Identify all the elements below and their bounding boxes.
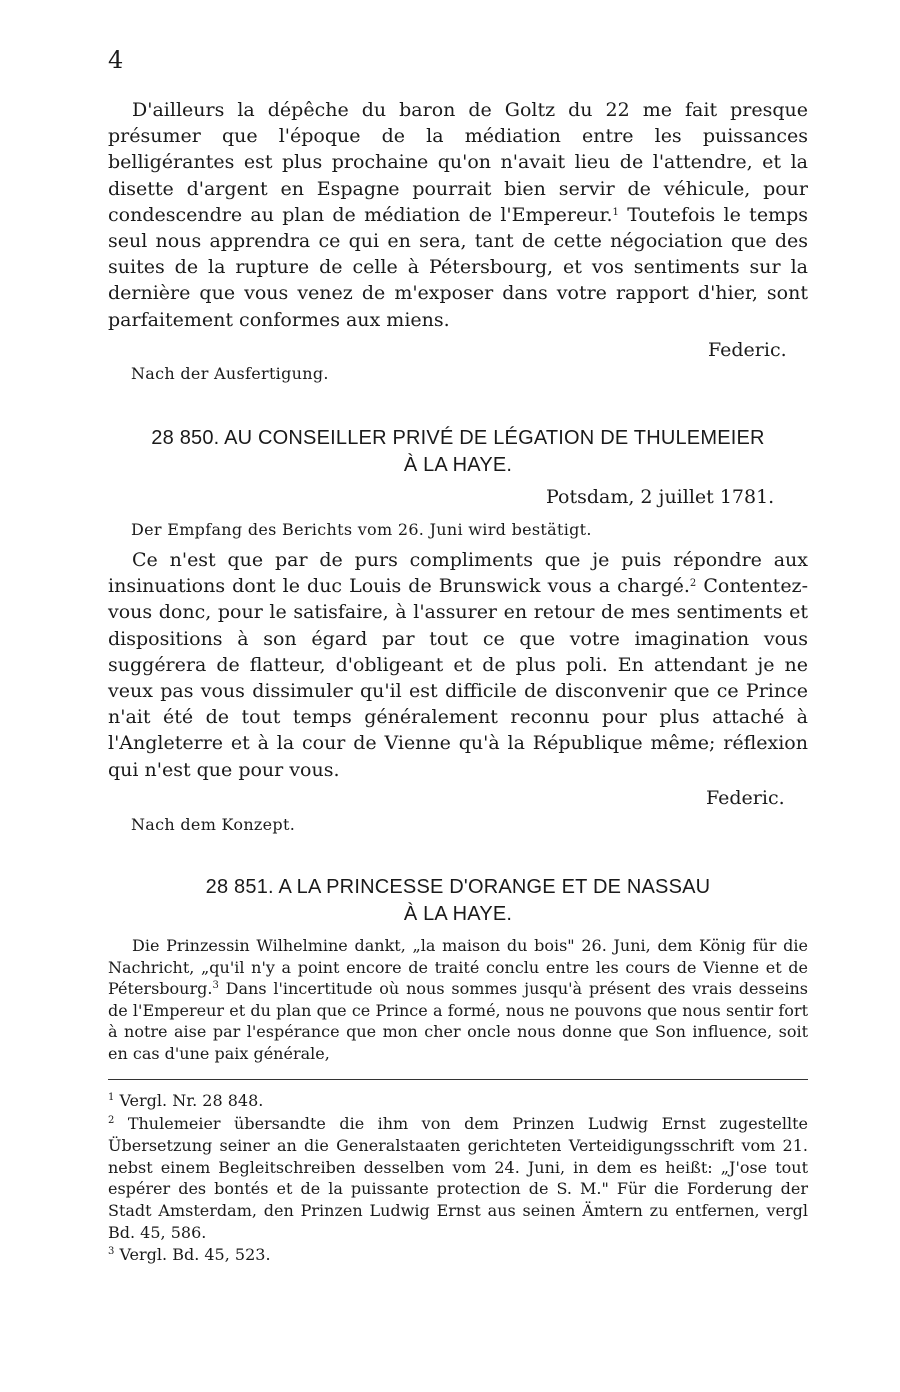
letter-2-text: Ce n'est que par de purs compliments que je puis répondre aux insinuations dont le duc Louis de Brunswick vous a chargé.	[108, 549, 808, 598]
letter-2-heading-line-2: À LA HAYE.	[403, 454, 513, 476]
letter-1-paragraph	[108, 97, 808, 333]
letter-1-text: D'ailleurs la dépêche du baron de Goltz du 22 me fait presque présumer que l'époque de la médiation entre les puissances belligérantes est plus prochaine qu'on n'avait lieu de l'attendre, et la disette d'argent en Espagne pourrait bien servir de véhicule, pour condescendre au plan de médiation de l'Empereur.	[108, 99, 808, 226]
footnote-divider	[108, 1079, 808, 1080]
footnote-1	[108, 1090, 808, 1112]
letter-3-body	[108, 935, 808, 1065]
letter-1-source: Nach der Ausfertigung.	[131, 364, 329, 383]
letter-2-body	[108, 547, 808, 783]
footnote-ref-3: 3	[212, 980, 219, 992]
footnote-ref-1: 1	[612, 206, 619, 218]
letter-2-dateline: Potsdam, 2 juillet 1781.	[546, 486, 775, 508]
letter-3-heading	[108, 874, 808, 928]
letter-2-signature: Federic.	[706, 787, 785, 809]
letter-3-heading-line-1: 28 851. A LA PRINCESSE D'ORANGE ET DE NASSAU	[205, 876, 711, 898]
footnote-3	[108, 1244, 808, 1266]
footnote-1-mark: 1	[108, 1092, 115, 1103]
footnote-3-mark: 3	[108, 1246, 115, 1257]
footnote-3-text: Vergl. Bd. 45, 523.	[119, 1245, 271, 1264]
letter-3-text-cont: Dans l'incertitude où nous sommes jusqu'à présent des vrais desseins de l'Empereur et du plan que ce Prince a formé, nous ne pouvons que nous sentir fort à notre aise par l'espérance que mon cher oncle nous donne que Son influence, soit en cas d'une paix générale,	[108, 979, 808, 1063]
letter-1-body	[108, 97, 808, 333]
letter-2-summary: Der Empfang des Berichts vom 26. Juni wird bestätigt.	[131, 520, 592, 539]
letter-3-paragraph	[108, 935, 808, 1065]
footnote-2	[108, 1113, 808, 1244]
letter-2-text-cont: Contentez-vous donc, pour le satisfaire, à l'assurer en retour de mes sentiments et dispositions à son égard par tout ce que votre imagination vous suggérera de flatteur, d'obligeant et de plus poli. En attendant je ne veux pas vous dissimuler qu'il est difficile de disconvenir que ce Prince n'ait été de tout temps généralement reconnu pour plus attaché à l'Angleterre et à la cour de Vienne qu'à la République même; réflexion qui n'est que pour vous.	[108, 575, 808, 781]
letter-1-signature: Federic.	[708, 339, 787, 361]
letter-2-heading-line-1: 28 850. AU CONSEILLER PRIVÉ DE LÉGATION DE THULEMEIER	[151, 427, 765, 449]
footnote-2-text: Thulemeier übersandte die ihm von dem Prinzen Ludwig Ernst zugestellte Übersetzung seiner an die Generalstaaten gerichteten Verteidigungsschrift vom 21. nebst einem Begleitschreiben desselben vom 24. Juni, in dem es heißt: „J'ose tout espérer des bontés et de la puissante protection de S. M." Für die Forderung der Stadt Amsterdam, den Prinzen Ludwig Ernst aus seinen Ämtern zu entfernen, vergl Bd. 45, 586.	[108, 1114, 808, 1242]
footnote-ref-2: 2	[689, 578, 697, 590]
page-number: 4	[108, 46, 124, 74]
footnote-1-text: Vergl. Nr. 28 848.	[119, 1091, 264, 1110]
letter-2-source: Nach dem Konzept.	[131, 815, 296, 834]
letter-3-text: Die Prinzessin Wilhelmine dankt, „la maison du bois" 26. Juni, dem König für die Nachricht, „qu'il n'y a point encore de traité conclu entre les cours de Vienne et de Pétersbourg.	[108, 936, 808, 999]
letter-3-heading-line-2: À LA HAYE.	[403, 903, 513, 925]
letter-2-heading	[108, 425, 808, 479]
letter-2-paragraph	[108, 547, 808, 783]
footnote-2-mark: 2	[108, 1115, 115, 1126]
letter-1-text-cont: Toutefois le temps seul nous apprendra ce qui en sera, tant de cette négociation que des suites de la rupture de celle à Pétersbourg, et vos sentiments sur la dernière que vous venez de m'exposer dans votre rapport d'hier, sont parfaitement conformes aux miens.	[108, 203, 808, 331]
